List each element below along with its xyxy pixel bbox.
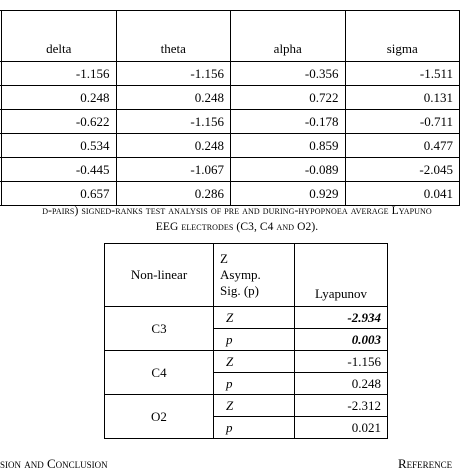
z-value: -2.934 — [295, 307, 388, 329]
table-row — [0, 134, 460, 158]
table-caption-line1: d-pairs) signed-ranks test analysis of pre and during-hypopnoea average Lyapuno — [42, 205, 432, 217]
header-asymp: Asymp. — [220, 267, 261, 282]
table-row — [105, 395, 388, 417]
cell-theta: -1.156 — [116, 62, 231, 86]
cell-theta: -1.156 — [116, 110, 231, 134]
z-value: -1.156 — [295, 351, 388, 373]
results-table-top — [0, 10, 460, 206]
cell-delta: 0.657 — [2, 182, 117, 206]
header-delta: delta — [2, 11, 117, 62]
p-value: 0.003 — [295, 329, 388, 351]
cell-delta: 0.534 — [2, 134, 117, 158]
electrode-o2: O2 — [105, 395, 214, 439]
cell-theta: 0.248 — [116, 134, 231, 158]
table-row — [0, 86, 460, 110]
electrode-c4: C4 — [105, 351, 214, 395]
table-caption-line2: EEG electrodes (C3, C4 and O2). — [155, 221, 319, 233]
z-label: Z — [214, 395, 295, 417]
cell-alpha: -0.356 — [231, 62, 346, 86]
table-row — [0, 158, 460, 182]
cell-sigma: -0.711 — [345, 110, 460, 134]
cell-sigma: -1.511 — [345, 62, 460, 86]
header-non-linear: Non-linear — [105, 244, 214, 307]
cell-delta: -1.156 — [2, 62, 117, 86]
header-z: Z — [220, 251, 228, 266]
cell-alpha: 0.722 — [231, 86, 346, 110]
cell-delta: -0.445 — [2, 158, 117, 182]
cell-theta: -1.067 — [116, 158, 231, 182]
header-lyapunov: Lyapunov — [295, 244, 388, 307]
p-label: p — [214, 329, 295, 351]
lyapunov-results-table — [104, 243, 388, 439]
table-row — [0, 110, 460, 134]
table-row — [0, 182, 460, 206]
p-value: 0.248 — [295, 373, 388, 395]
z-label: Z — [214, 351, 295, 373]
table-header-row — [0, 11, 460, 62]
cell-theta: 0.286 — [116, 182, 231, 206]
cell-alpha: 0.929 — [231, 182, 346, 206]
header-theta: theta — [116, 11, 231, 62]
section-heading-references: Reference — [398, 456, 453, 471]
cell-theta: 0.248 — [116, 86, 231, 110]
cell-alpha: -0.178 — [231, 110, 346, 134]
z-label: Z — [214, 307, 295, 329]
cell-alpha: 0.859 — [231, 134, 346, 158]
cell-sigma: 0.041 — [345, 182, 460, 206]
table-row — [105, 307, 388, 329]
header-alpha: alpha — [231, 11, 346, 62]
header-sigma: sigma — [345, 11, 460, 62]
p-label: p — [214, 373, 295, 395]
p-label: p — [214, 417, 295, 439]
z-value: -2.312 — [295, 395, 388, 417]
cell-sigma: -2.045 — [345, 158, 460, 182]
table-row — [0, 62, 460, 86]
cell-sigma: 0.477 — [345, 134, 460, 158]
table-row — [105, 351, 388, 373]
header-z-asymp-sig — [214, 244, 295, 307]
cell-delta: 0.248 — [2, 86, 117, 110]
header-sig-p: Sig. (p) — [220, 283, 259, 298]
electrode-c3: C3 — [105, 307, 214, 351]
section-heading-conclusion: sion and Conclusion — [0, 456, 108, 471]
cell-alpha: -0.089 — [231, 158, 346, 182]
cell-delta: -0.622 — [2, 110, 117, 134]
cell-sigma: 0.131 — [345, 86, 460, 110]
table-header-row — [105, 244, 388, 307]
p-value: 0.021 — [295, 417, 388, 439]
